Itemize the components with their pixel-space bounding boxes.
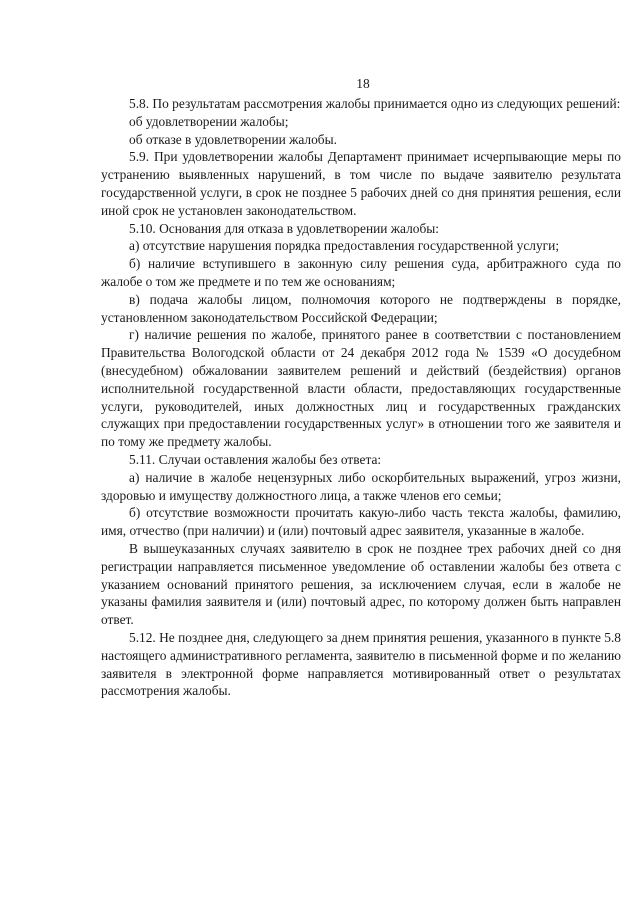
paragraph-5-12: 5.12. Не позднее дня, следующего за днем принятия решения, указанного в пункте 5.8 настоящего административного регламента, заявителю в письменной форме и по желанию заявителя в электронной форме направляется мотивированный ответ о результатах рассмотрения жалобы.: [101, 629, 621, 699]
paragraph-5-10-a: а) отсутствие нарушения порядка предоставления государственной услуги;: [129, 238, 560, 254]
page-number: 18: [356, 76, 370, 91]
paragraph-5-10-v: в) подача жалобы лицом, полномочия которого не подтверждены в порядке, установленном законодательством Российской Федерации;: [101, 291, 621, 325]
paragraph-5-11-b: б) отсутствие возможности прочитать какую-либо часть текста жалобы, фамилию, имя, отчество (при наличии) и (или) почтовый адрес заявителя, указанные в жалобе.: [101, 505, 621, 539]
paragraph-5-11-a: а) наличие в жалобе нецензурных либо оскорбительных выражений, угроз жизни, здоровью и имуществу должностного лица, а также членов его семьи;: [101, 469, 621, 503]
paragraph-5-8-option-2: об отказе в удовлетворении жалобы.: [129, 131, 337, 147]
paragraph-5-10: 5.10. Основания для отказа в удовлетворении жалобы:: [129, 220, 440, 236]
paragraph-5-10-g: г) наличие решения по жалобе, принятого ранее в соответствии с постановлением Правительства Вологодской области от 24 декабря 2012 года № 1539 «О досудебном (внесудебном) обжаловании заявителем решений и действий (бездействия) органов исполнительной государственной власти области, предоставляющих государственные услуги, руководителей, иных должностных лиц и государственных гражданских служащих при предоставлении государственных услуг» в отношении того же заявителя и по тому же предмету жалобы.: [101, 327, 621, 450]
paragraph-5-9: 5.9. При удовлетворении жалобы Департамент принимает исчерпывающие меры по устранению выявленных нарушений, в том числе по выдаче заявителю результата государственной услуги, в срок не позднее 5 рабочих дней со дня принятия решения, если иной срок не установлен законодательством.: [101, 149, 621, 218]
document-body: [101, 95, 621, 700]
paragraph-5-8-option-1: об удовлетворении жалобы;: [129, 113, 289, 129]
paragraph-5-11-note: В вышеуказанных случаях заявителю в срок не позднее трех рабочих дней со дня регистрации направляется письменное уведомление об оставлении жалобы без ответа с указанием оснований принятого решения, за исключением случая, если в жалобе не указаны фамилия заявителя и (или) почтовый адрес, по которому должен быть направлен ответ.: [101, 540, 621, 628]
paragraph-5-10-b: б) наличие вступившего в законную силу решения суда, арбитражного суда по жалобе о том же предмете и по тем же основаниям;: [101, 256, 621, 289]
paragraph-5-11: 5.11. Случаи оставления жалобы без ответа:: [129, 451, 382, 467]
paragraph-5-8: 5.8. По результатам рассмотрения жалобы принимается одно из следующих решений:: [129, 96, 621, 111]
